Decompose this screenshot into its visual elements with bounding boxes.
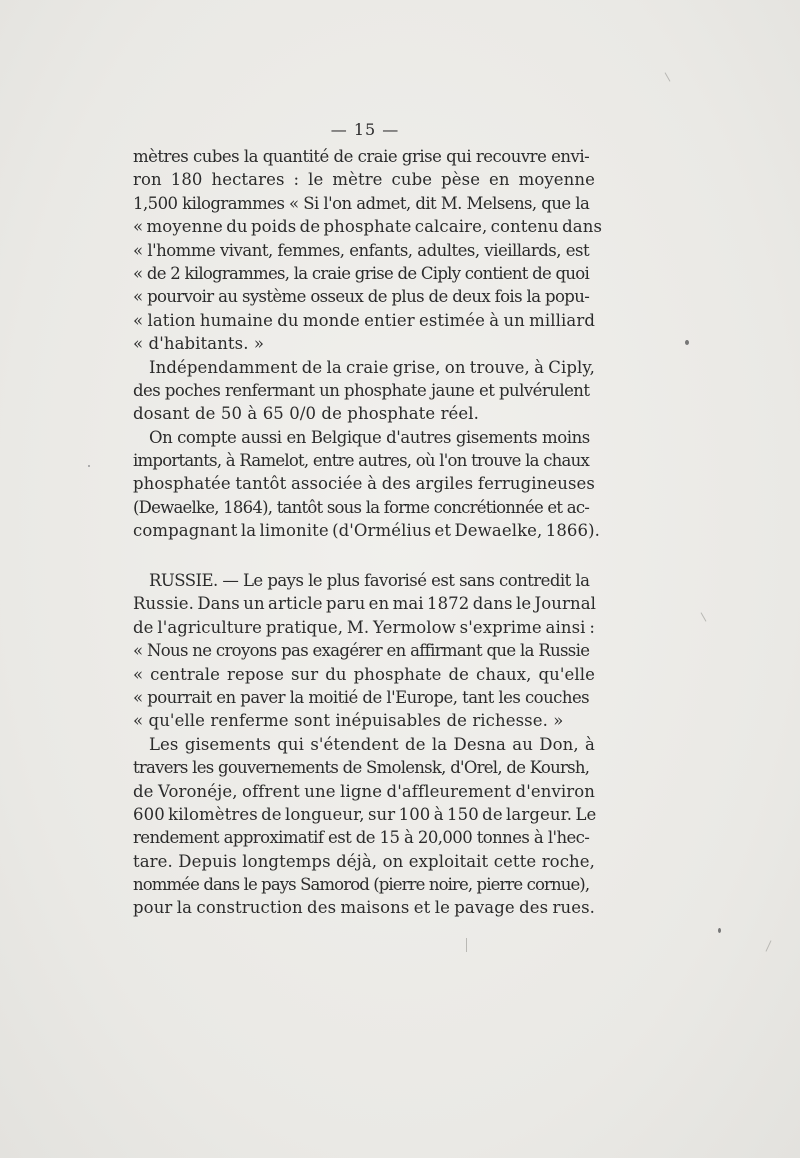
line-text: Russie. Dans un article paru en mai 1872 dans le Journal <box>133 594 597 614</box>
line-text: « lation humaine du monde entier estimée à un milliard <box>133 310 595 330</box>
line-text: 1,500 kilogrammes « Si l'on admet, dit M. Melsens, que la <box>133 193 590 213</box>
scan-scratch <box>701 612 707 621</box>
scan-scratch <box>766 940 772 951</box>
line-text: compagnant la limonite (d'Ormélius et Dewaelke, 1866). <box>133 521 601 541</box>
line-text: des poches renfermant un phosphate jaune et pulvérulent <box>133 380 590 400</box>
line-text: « centrale repose sur du phosphate de chaux, qu'elle <box>133 664 595 684</box>
line-text: « l'homme vivant, femmes, enfants, adultes, vieillards, est <box>133 240 590 260</box>
text-line <box>133 639 595 662</box>
text-line <box>133 168 595 191</box>
scan-speck <box>718 928 721 933</box>
text-line <box>133 519 601 542</box>
line-text: dosant de 50 à 65 0/0 de phosphate réel. <box>133 404 480 424</box>
text-line <box>133 356 595 379</box>
scan-speck <box>685 340 689 345</box>
text-line <box>133 569 595 592</box>
line-text: Les gisements qui s'étendent de la Desna au Don, à <box>149 734 595 754</box>
text-line <box>133 803 595 826</box>
text-line <box>133 780 595 803</box>
line-text: « pourrait en paver la moitié de l'Europe, tant les couches <box>133 687 590 707</box>
text-block-belgique <box>133 145 603 543</box>
line-text: RUSSIE. — Le pays le plus favorisé est sans contredit la <box>149 571 590 590</box>
text-line <box>133 215 603 238</box>
line-text: tare. Depuis longtemps déjà, on exploitait cette roche, <box>133 851 595 871</box>
text-line <box>133 332 595 355</box>
text-line <box>133 472 595 495</box>
line-text: nommée dans le pays Samorod (pierre noire, pierre cornue), <box>133 875 590 895</box>
text-line <box>133 449 595 472</box>
text-line <box>133 426 595 449</box>
line-text: travers les gouvernements de Smolensk, d'Orel, de Koursh, <box>133 758 590 778</box>
line-text: phosphatée tantôt associée à des argiles ferrugineuses <box>133 474 595 494</box>
line-text: de l'agriculture pratique, M. Yermolow s'exprime ainsi : <box>133 617 595 637</box>
line-text: ron 180 hectares : le mètre cube pèse en moyenne <box>133 170 595 190</box>
text-line <box>133 379 595 402</box>
text-line <box>133 850 595 873</box>
text-line <box>133 192 595 215</box>
line-text: « qu'elle renferme sont inépuisables de richesse. » <box>133 711 564 731</box>
line-text: On compte aussi en Belgique d'autres gisements moins <box>149 427 590 447</box>
scan-speck <box>88 465 90 467</box>
line-text: Indépendamment de la craie grise, on trouve, à Ciply, <box>149 357 595 377</box>
line-text: 600 kilomètres de longueur, sur 100 à 150 de largeur. Le <box>133 804 597 824</box>
text-block-russie <box>133 569 595 920</box>
line-text: (Dewaelke, 1864), tantôt sous la forme concrétionnée et ac- <box>133 497 590 517</box>
text-line <box>133 896 595 919</box>
text-line <box>133 826 595 849</box>
line-text: « de 2 kilogrammes, la craie grise de Ciply contient de quoi <box>133 263 589 283</box>
line-text: de Voronéje, offrent une ligne d'affleurement d'environ <box>133 781 595 801</box>
line-text: importants, à Ramelot, entre autres, où l'on trouve la chaux <box>133 451 589 471</box>
line-text: « d'habitants. » <box>133 334 265 354</box>
text-line <box>133 873 595 896</box>
text-line <box>133 709 595 732</box>
line-text: « Nous ne croyons pas exagérer en affirmant que la Russie <box>133 641 590 661</box>
scan-scratch <box>665 72 671 81</box>
text-line <box>133 496 595 519</box>
line-text: « moyenne du poids de phosphate calcaire, contenu dans <box>133 217 603 237</box>
line-text: « pourvoir au système osseux de plus de deux fois la popu- <box>133 287 590 307</box>
text-line <box>133 145 595 168</box>
text-line <box>133 663 595 686</box>
text-line <box>133 239 595 262</box>
text-line <box>133 686 595 709</box>
text-line <box>133 309 595 332</box>
line-text: mètres cubes la quantité de craie grise qui recouvre envi- <box>133 147 590 166</box>
text-line <box>133 262 595 285</box>
scan-scratch <box>466 938 467 952</box>
text-line <box>133 402 595 425</box>
text-line <box>133 592 595 615</box>
text-line <box>133 285 595 308</box>
text-line <box>133 616 595 639</box>
text-line <box>133 733 595 756</box>
line-text: rendement approximatif est de 15 à 20,000 tonnes à l'hec- <box>133 828 590 848</box>
text-line <box>133 756 595 779</box>
page-number: — 15 — <box>330 120 400 139</box>
line-text: pour la construction des maisons et le pavage des rues. <box>133 898 595 918</box>
